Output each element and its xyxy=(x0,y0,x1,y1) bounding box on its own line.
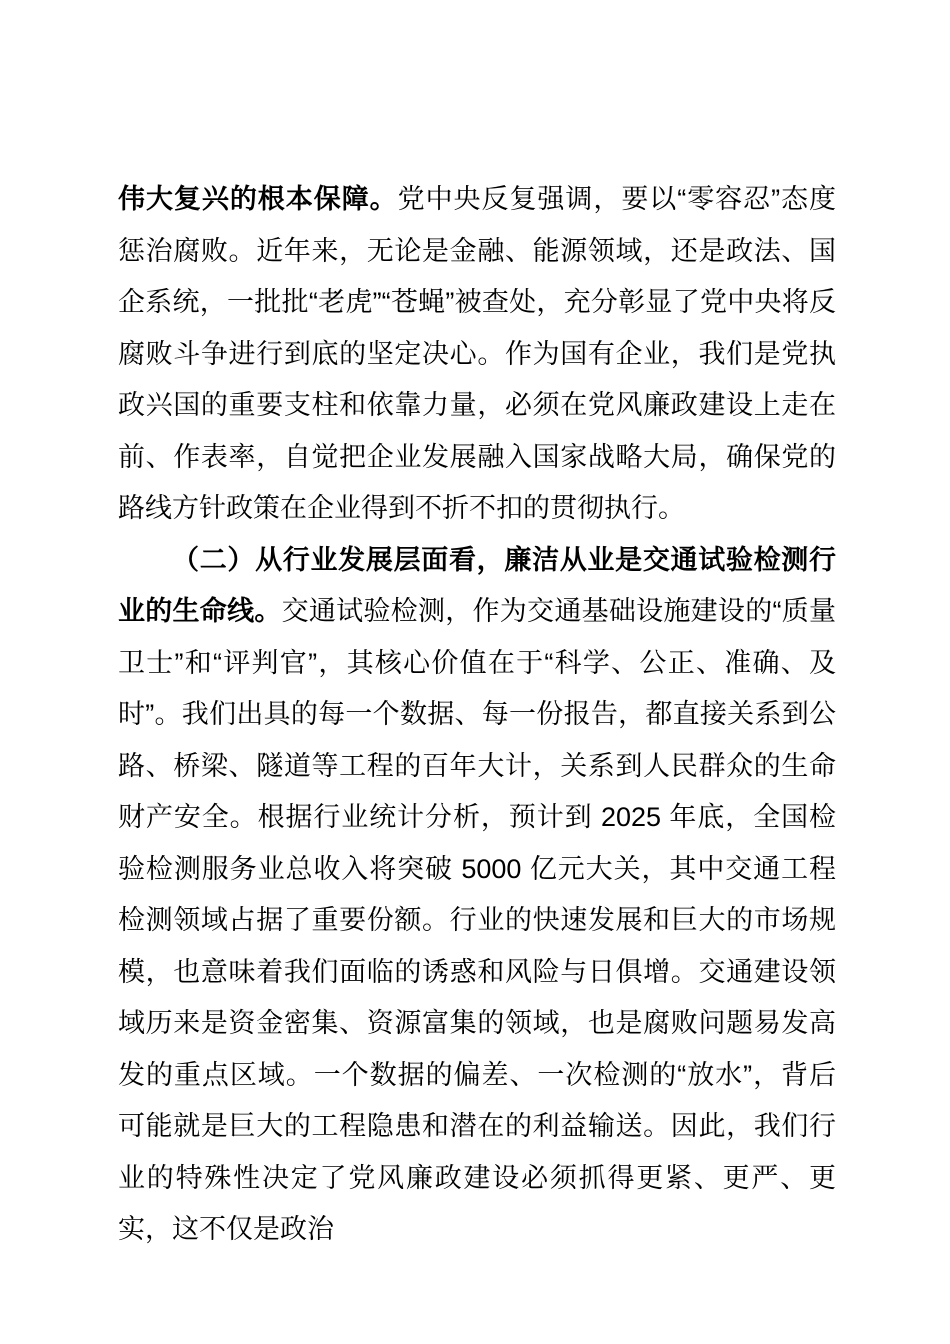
document-text-block xyxy=(118,174,836,1256)
paragraph-2-body-text: 交通试验检测，作为交通基础设施建设的“质量卫士”和“评判官”，其核心价值在于“科学、公正、准确、及时”。我们出具的每一个数据、每一份报告，都直接关系到公路、桥梁、隧道等工程的百年大计，关系到人民群众的生命财产安全。根据行业统计分析，预计到 2025 年底，全国检验检测服务业总收入将突破 5000 亿元大关，其中交通工程检测领域占据了重要份额。行业的快速发展和巨大的市场规模，也意味着我们面临的诱惑和风险与日俱增。交通建设领域历来是资金密集、资源富集的领域，也是腐败问题易发高发的重点区域。一个数据的偏差、一次检测的“放水”，背后可能就是巨大的工程隐患和潜在的利益输送。因此，我们行业的特殊性决定了党风廉政建设必须抓得更紧、更严、更实，这不仅是政治 xyxy=(118,596,836,1244)
paragraph-continuation xyxy=(118,174,836,535)
paragraph-1-body-text: 党中央反复强调，要以“零容忍”态度惩治腐败。近年来，无论是金融、能源领域，还是政法、国企系统，一批批“老虎”“苍蝇”被查处，充分彰显了党中央将反腐败斗争进行到底的坚定决心。作为国有企业，我们是党执政兴国的重要支柱和依靠力量，必须在党风廉政建设上走在前、作表率，自觉把企业发展融入国家战略大局，确保党的路线方针政策在企业得到不折不扣的贯彻执行。 xyxy=(118,184,837,523)
paragraph-section-two xyxy=(118,535,836,1256)
paragraph-1-bold-lead: 伟大复兴的根本保障。 xyxy=(118,184,398,214)
paragraph-2-heading-bold-lead: （二）从行业发展层面看，廉洁从业是交通试验检测行业的生命线。 xyxy=(118,544,836,626)
